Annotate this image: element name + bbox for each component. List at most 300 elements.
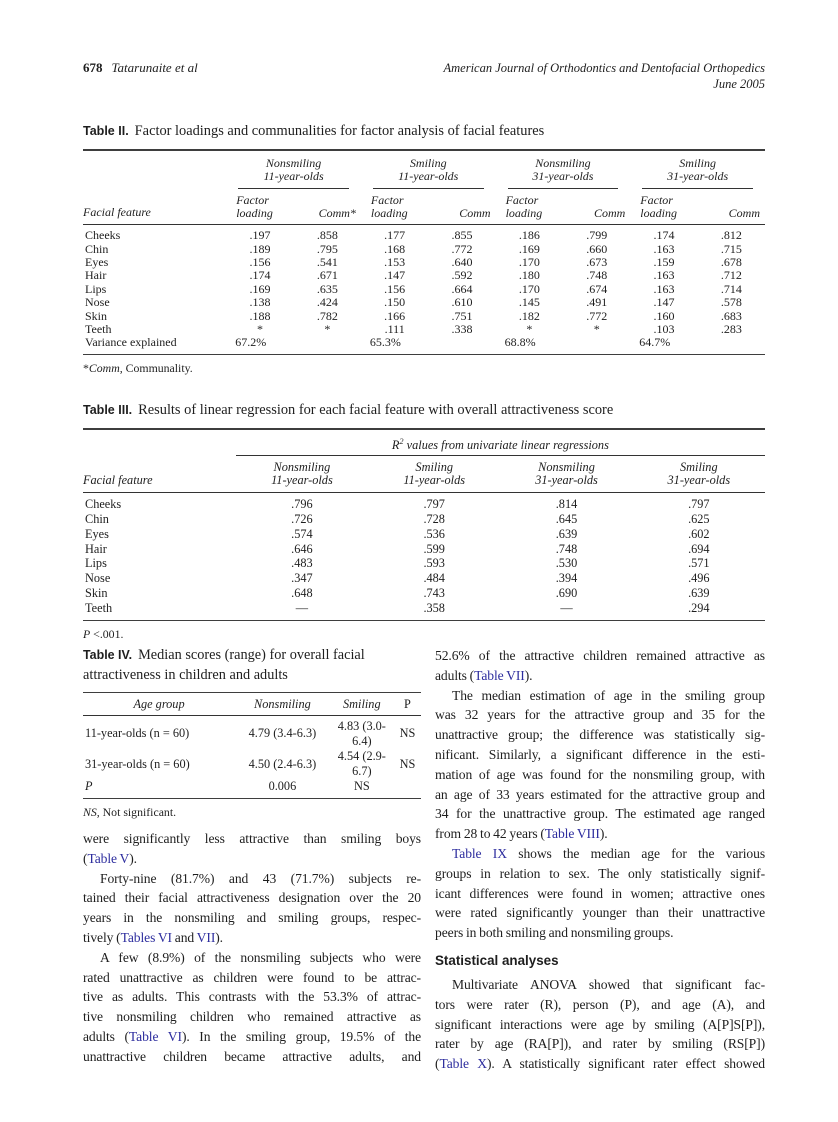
table-row bbox=[83, 493, 765, 512]
table-cell: .671 bbox=[316, 268, 338, 283]
left-column bbox=[83, 646, 421, 1074]
text-line bbox=[83, 869, 421, 889]
paragraph bbox=[83, 948, 421, 1067]
text-line bbox=[435, 705, 765, 725]
column-header: Nonsmiling 11-year-olds bbox=[236, 456, 368, 493]
paragraph bbox=[83, 829, 421, 869]
table-cell: .483 bbox=[291, 556, 313, 571]
table3-section bbox=[83, 401, 765, 642]
table-cell: .660 bbox=[586, 241, 608, 256]
table-cell: .694 bbox=[688, 541, 710, 556]
table-row bbox=[83, 556, 765, 571]
column-group-header bbox=[236, 429, 765, 456]
table-cell: .645 bbox=[555, 512, 578, 527]
table-cell: .814 bbox=[555, 497, 578, 512]
table3 bbox=[83, 428, 765, 621]
column-header: Factor loading bbox=[496, 189, 564, 225]
table-cell: 4.79 (3.4-6.3) bbox=[248, 726, 317, 741]
text-segment: Table III. bbox=[83, 403, 133, 417]
text-line bbox=[435, 1015, 765, 1035]
table-ref-link[interactable]: Table VI bbox=[128, 1028, 182, 1044]
text-segment: ). A statistically significant rater effect showed bbox=[486, 1056, 765, 1072]
table-cell: .690 bbox=[555, 586, 578, 601]
table-cell: .163 bbox=[653, 281, 675, 296]
table-cell: Eyes bbox=[85, 255, 109, 269]
text-line bbox=[83, 987, 421, 1007]
text-segment: ). bbox=[129, 850, 137, 866]
table-cell: .156 bbox=[249, 255, 271, 269]
table-cell: .728 bbox=[423, 512, 445, 527]
table4 bbox=[83, 692, 421, 799]
table-cell: .743 bbox=[423, 586, 445, 601]
text-line bbox=[83, 908, 421, 928]
text-segment: ( bbox=[83, 850, 88, 866]
table-cell: .683 bbox=[720, 308, 742, 323]
text-line bbox=[435, 646, 765, 666]
text-segment: Results of linear regression for each facial feature with overall attractiveness score bbox=[138, 402, 614, 418]
table-cell: .797 bbox=[423, 497, 445, 512]
table-cell: .639 bbox=[555, 526, 578, 541]
table-cell: NS bbox=[399, 756, 416, 771]
text-segment: mation of age was found for the nonsmiling group, with bbox=[435, 766, 765, 782]
text-line bbox=[435, 903, 765, 923]
table-cell: .156 bbox=[384, 281, 406, 296]
text-segment: and bbox=[171, 929, 197, 945]
text-segment: The median estimation of age in the smiling group bbox=[452, 687, 765, 703]
page-header bbox=[83, 60, 765, 92]
table-cell: Teeth bbox=[85, 600, 113, 615]
column-header: Facial feature bbox=[83, 150, 226, 225]
text-line bbox=[435, 923, 765, 943]
table-cell: .796 bbox=[291, 497, 313, 512]
table-cell: .153 bbox=[384, 255, 406, 269]
journal-issue-date: June 2005 bbox=[713, 77, 765, 91]
text-segment: years in the nonsmiling and smiling groups, respec- bbox=[83, 910, 421, 926]
table-row bbox=[83, 601, 765, 620]
table-cell: .610 bbox=[451, 295, 473, 310]
table-cell: .169 bbox=[249, 281, 271, 296]
table-cell: .159 bbox=[653, 255, 675, 269]
table-cell: .678 bbox=[720, 255, 742, 269]
table-row bbox=[83, 512, 765, 527]
table-cell: .163 bbox=[653, 268, 675, 283]
table-cell: .772 bbox=[451, 241, 473, 256]
table-cell: NS bbox=[353, 779, 370, 794]
table-cell: Nose bbox=[85, 571, 111, 586]
table-cell: .496 bbox=[688, 571, 710, 586]
text-segment: adults ( bbox=[435, 667, 475, 683]
table-cell: .160 bbox=[653, 308, 675, 323]
text-segment: <.001. bbox=[90, 626, 124, 641]
table-cell: Lips bbox=[85, 281, 107, 296]
table-cell: .283 bbox=[720, 322, 742, 337]
column-group-header: Nonsmiling 11-year-olds bbox=[226, 150, 361, 190]
text-segment: values from univariate linear regressions bbox=[403, 437, 609, 452]
table-cell: .536 bbox=[423, 526, 445, 541]
table-cell: .484 bbox=[423, 571, 445, 586]
table-cell: .186 bbox=[518, 228, 540, 243]
table-cell: .640 bbox=[451, 255, 473, 269]
paragraph bbox=[435, 844, 765, 943]
table-cell: 4.83 (3.0-6.4) bbox=[337, 718, 386, 748]
table-cell: .103 bbox=[653, 322, 675, 337]
table2 bbox=[83, 149, 765, 355]
text-segment: Forty-nine (81.7%) and 43 (71.7%) subjects re- bbox=[100, 870, 421, 886]
table-cell: .169 bbox=[518, 241, 540, 256]
text-line bbox=[83, 968, 421, 988]
table-cell: .145 bbox=[518, 295, 540, 310]
text-segment: Median scores (range) for overall facial bbox=[138, 647, 365, 663]
table-cell: .673 bbox=[586, 255, 608, 269]
table-cell: NS bbox=[399, 726, 416, 741]
table-row bbox=[83, 225, 765, 243]
table-cell: .858 bbox=[316, 228, 338, 243]
table-row bbox=[83, 715, 421, 749]
table-cell: Skin bbox=[85, 308, 108, 323]
text-line bbox=[435, 864, 765, 884]
authors: Tatarunaite et al bbox=[111, 60, 198, 75]
column-header: Smiling 11-year-olds bbox=[368, 456, 500, 493]
page-number: 678 bbox=[83, 60, 103, 75]
table-cell: .294 bbox=[688, 600, 710, 615]
journal-reference bbox=[444, 60, 766, 92]
table-cell: .635 bbox=[316, 281, 338, 296]
table-cell: .347 bbox=[291, 571, 313, 586]
text-segment: Table IV. bbox=[83, 648, 133, 662]
table-cell: 4.54 (2.9-6.7) bbox=[337, 749, 386, 779]
text-line bbox=[435, 844, 765, 864]
text-segment: were significantly less attractive than smiling boys bbox=[83, 831, 421, 846]
table3-span-header-row bbox=[83, 429, 765, 456]
table-cell: 67.2% bbox=[235, 335, 267, 350]
section-heading: Statistical analyses bbox=[435, 952, 559, 968]
table2-title bbox=[83, 122, 765, 142]
table-cell: .170 bbox=[518, 281, 540, 296]
table-cell: .394 bbox=[555, 571, 578, 586]
text-segment: adults ( bbox=[83, 1028, 129, 1044]
table-row bbox=[83, 310, 765, 323]
text-segment: tive nonsmiling children who remained attractive as bbox=[83, 1009, 421, 1025]
table-cell: .664 bbox=[451, 281, 473, 296]
table-cell: .197 bbox=[249, 228, 271, 243]
table-row bbox=[83, 323, 765, 336]
table2-footnote bbox=[83, 361, 765, 376]
paragraph bbox=[435, 646, 765, 686]
text-line bbox=[83, 122, 765, 142]
text-segment: an age of 33 years estimated for the attractive group and bbox=[435, 786, 765, 802]
table-cell: .795 bbox=[316, 241, 338, 256]
table-cell: .491 bbox=[586, 295, 608, 310]
table-cell: Lips bbox=[85, 556, 107, 571]
text-segment: A few (8.9%) of the nonsmiling subjects who were bbox=[100, 949, 421, 965]
table-cell: Variance explained bbox=[85, 335, 177, 350]
column-header: Nonsmiling bbox=[235, 692, 330, 715]
text-segment: peers in both smiling and nonsmiling groups. bbox=[435, 925, 674, 941]
text-segment: ). bbox=[524, 667, 533, 683]
text-line bbox=[83, 1027, 421, 1047]
table-cell: 68.8% bbox=[504, 335, 536, 350]
table-cell: .593 bbox=[423, 556, 445, 571]
table-cell: .797 bbox=[688, 497, 710, 512]
table-cell: .748 bbox=[555, 541, 578, 556]
table-cell: .772 bbox=[586, 308, 608, 323]
text-line bbox=[83, 888, 421, 908]
text-line bbox=[435, 995, 765, 1015]
table-ref-link[interactable]: Table VIII bbox=[544, 826, 600, 842]
table-cell: Chin bbox=[85, 241, 109, 256]
table-cell: Hair bbox=[85, 541, 107, 556]
table-row bbox=[83, 256, 765, 269]
table-cell: * bbox=[324, 322, 331, 337]
text-segment: tained their facial attractiveness designation over the 20 bbox=[83, 890, 421, 906]
text-line bbox=[435, 804, 765, 824]
table-cell: 4.50 (2.4-6.3) bbox=[248, 756, 317, 771]
text-segment: rated unattractive as children were found to be attrac- bbox=[83, 969, 421, 985]
journal-title: American Journal of Orthodontics and Dentofacial Orthopedics bbox=[443, 61, 765, 75]
column-header: Comm bbox=[428, 189, 495, 225]
text-line bbox=[83, 1007, 421, 1027]
table4-title bbox=[83, 646, 421, 686]
text-line bbox=[435, 666, 765, 686]
table-cell: .174 bbox=[653, 228, 675, 243]
text-segment: Comm, bbox=[88, 360, 123, 375]
text-segment: were rated significantly younger than their unattractive bbox=[435, 905, 765, 921]
text-line bbox=[83, 666, 421, 686]
table-cell: Skin bbox=[85, 586, 108, 601]
table-cell: * bbox=[593, 322, 600, 337]
text-line bbox=[435, 884, 765, 904]
text-segment: P bbox=[83, 626, 91, 641]
table-cell: .358 bbox=[423, 600, 445, 615]
table-ref-link[interactable]: Table X bbox=[439, 1056, 487, 1072]
table-row bbox=[83, 243, 765, 256]
paragraph bbox=[435, 975, 765, 1074]
text-segment: Table II. bbox=[83, 124, 129, 138]
table-cell: .150 bbox=[384, 295, 406, 310]
table-cell: .168 bbox=[384, 241, 406, 256]
table-row bbox=[83, 283, 765, 296]
paragraph bbox=[435, 686, 765, 844]
column-header: Nonsmiling 31-year-olds bbox=[500, 456, 632, 493]
table-cell: 11-year-olds (n = 60) bbox=[85, 726, 190, 741]
text-line bbox=[435, 824, 765, 844]
table-row bbox=[83, 527, 765, 542]
table-cell: 64.7% bbox=[639, 335, 671, 350]
table-cell: .602 bbox=[688, 526, 710, 541]
text-line bbox=[83, 646, 421, 666]
table2-group-header-row bbox=[83, 150, 765, 190]
two-column-text-area bbox=[83, 646, 765, 1074]
column-header: Smiling 31-year-olds bbox=[633, 456, 765, 493]
text-line bbox=[435, 686, 765, 706]
table-cell: .646 bbox=[291, 541, 313, 556]
table3-footnote bbox=[83, 627, 765, 642]
text-segment: attractiveness in children and adults bbox=[83, 666, 288, 683]
table-cell: .189 bbox=[249, 241, 271, 256]
table-cell: .592 bbox=[451, 268, 473, 283]
table-cell: — bbox=[560, 600, 573, 615]
text-segment: ( bbox=[435, 1056, 440, 1072]
table4-footnote bbox=[83, 805, 421, 820]
table-cell bbox=[698, 336, 765, 354]
table-ref-link[interactable]: Table V bbox=[87, 850, 130, 866]
text-segment: 2 bbox=[399, 436, 404, 446]
table-cell: .748 bbox=[586, 268, 608, 283]
table-cell: .338 bbox=[451, 322, 473, 337]
text-segment: shows the median age for the various bbox=[506, 845, 766, 861]
column-group-header: Smiling 31-year-olds bbox=[630, 150, 765, 190]
table-cell: .541 bbox=[316, 255, 338, 269]
text-segment: NS, bbox=[83, 804, 100, 819]
table-cell bbox=[563, 336, 630, 354]
text-segment: ). bbox=[215, 929, 223, 945]
column-header: Factor loading bbox=[630, 189, 698, 225]
column-header: P bbox=[394, 692, 421, 715]
text-line bbox=[83, 928, 421, 948]
text-segment: was 32 years for the attractive group and 35 for the bbox=[435, 707, 765, 723]
table-cell: .625 bbox=[688, 512, 710, 527]
column-header: Comm bbox=[563, 189, 630, 225]
column-group-header: Nonsmiling 31-year-olds bbox=[496, 150, 631, 190]
table-cell: * bbox=[256, 322, 263, 337]
table-cell: .147 bbox=[384, 268, 406, 283]
table-cell: .855 bbox=[451, 228, 473, 243]
text-segment: icant differences were found in women; attractive ones bbox=[435, 885, 765, 901]
table-cell: .174 bbox=[249, 268, 271, 283]
text-segment: significant interactions were age by smiling (A[P]S[P]), bbox=[435, 1016, 765, 1032]
table-cell: .751 bbox=[451, 308, 473, 323]
table-cell: .812 bbox=[720, 228, 742, 243]
table2-section bbox=[83, 122, 765, 376]
table-cell: .578 bbox=[720, 295, 742, 310]
table-cell: .177 bbox=[384, 228, 406, 243]
text-segment: nificant. Similarly, a significant difference in the esti- bbox=[435, 746, 765, 762]
text-line bbox=[435, 725, 765, 745]
table-cell: .188 bbox=[249, 308, 271, 323]
table-cell bbox=[428, 336, 495, 354]
column-header: Comm bbox=[698, 189, 765, 225]
table-cell: Hair bbox=[85, 268, 107, 283]
table-cell: Chin bbox=[85, 512, 109, 527]
table-cell: .782 bbox=[316, 308, 338, 323]
text-line bbox=[435, 765, 765, 785]
text-segment: from 28 to 42 years ( bbox=[435, 826, 545, 842]
text-segment: R bbox=[391, 437, 400, 452]
table-cell: .726 bbox=[291, 512, 313, 527]
table-ref-link[interactable]: Table IX bbox=[452, 845, 507, 861]
table-row bbox=[83, 749, 421, 779]
table-cell: .799 bbox=[586, 228, 608, 243]
table-cell: 65.3% bbox=[369, 335, 401, 350]
table-cell: Teeth bbox=[85, 322, 112, 337]
table-row bbox=[83, 586, 765, 601]
table-cell: .648 bbox=[291, 586, 313, 601]
text-segment: tively ( bbox=[83, 929, 121, 945]
paragraph bbox=[83, 869, 421, 948]
text-segment: Communality. bbox=[122, 360, 193, 375]
table-cell: Nose bbox=[85, 295, 110, 310]
table-cell: .163 bbox=[653, 241, 675, 256]
column-header: Factor loading bbox=[226, 189, 294, 225]
text-segment: unattractive group; the difference was statistically sig- bbox=[435, 727, 765, 743]
text-line bbox=[435, 975, 765, 995]
table-cell: .599 bbox=[423, 541, 445, 556]
text-segment: * bbox=[83, 360, 89, 375]
table-cell: Cheeks bbox=[85, 497, 122, 512]
text-segment: ). bbox=[599, 826, 608, 842]
column-header: Smiling bbox=[330, 692, 394, 715]
table-cell: P bbox=[85, 779, 93, 794]
table-cell: .182 bbox=[518, 308, 540, 323]
column-header: Factor loading bbox=[361, 189, 429, 225]
text-segment: Multivariate ANOVA showed that significant fac- bbox=[452, 976, 765, 992]
table3-title bbox=[83, 401, 765, 421]
table-cell: .714 bbox=[720, 281, 742, 296]
table-ref-link[interactable]: VII bbox=[196, 929, 216, 945]
text-line bbox=[83, 1047, 421, 1067]
text-segment: unattractive children became attractive adults, and bbox=[83, 1048, 421, 1064]
text-segment: tive as adults. This contrasts with the 53.3% of attrac- bbox=[83, 989, 421, 1005]
table-cell: Cheeks bbox=[85, 228, 121, 243]
text-line bbox=[435, 1054, 765, 1074]
text-line bbox=[83, 849, 421, 869]
text-segment: 52.6% of the attractive children remained attractive as bbox=[435, 648, 765, 663]
page-header-left bbox=[83, 60, 198, 76]
table-row bbox=[83, 779, 421, 798]
right-column bbox=[435, 646, 765, 1074]
table-cell bbox=[394, 779, 421, 798]
table-cell: .715 bbox=[720, 241, 742, 256]
column-header: Age group bbox=[83, 692, 235, 715]
text-segment: ). In the smiling group, 19.5% of the bbox=[181, 1028, 422, 1044]
text-line bbox=[83, 829, 421, 849]
table-row bbox=[83, 336, 765, 354]
table-row bbox=[83, 296, 765, 309]
text-line bbox=[435, 1034, 765, 1054]
table-ref-link[interactable]: Table VII bbox=[474, 667, 525, 683]
table4-section bbox=[83, 646, 421, 820]
table-cell: .574 bbox=[291, 526, 313, 541]
text-segment: tors were rater (R), person (P), and age (A), and bbox=[435, 996, 765, 1012]
table4-header-row bbox=[83, 692, 421, 715]
table-cell: .166 bbox=[384, 308, 406, 323]
table-cell: .674 bbox=[586, 281, 608, 296]
table-cell: .180 bbox=[518, 268, 540, 283]
table-cell: .147 bbox=[653, 295, 675, 310]
table-cell: 31-year-olds (n = 60) bbox=[85, 756, 190, 771]
table-cell: .571 bbox=[688, 556, 710, 571]
table-cell: .530 bbox=[555, 556, 578, 571]
text-line bbox=[83, 948, 421, 968]
column-header: Comm* bbox=[294, 189, 361, 225]
table-row bbox=[83, 542, 765, 557]
table-cell: .111 bbox=[384, 322, 405, 337]
table-cell: .424 bbox=[316, 295, 338, 310]
text-segment: Factor loadings and communalities for factor analysis of facial features bbox=[134, 123, 545, 139]
table-ref-link[interactable]: Tables VI bbox=[120, 929, 172, 945]
column-header: Facial feature bbox=[83, 429, 236, 493]
table-row bbox=[83, 571, 765, 586]
table-cell: * bbox=[526, 322, 533, 337]
text-segment: rater by age (RA[P]), and rater by smiling (RS[P]) bbox=[435, 1036, 765, 1052]
table-cell: — bbox=[295, 600, 309, 615]
text-line bbox=[435, 785, 765, 805]
table-row bbox=[83, 269, 765, 282]
text-segment: Not significant. bbox=[99, 804, 177, 819]
table-cell: Eyes bbox=[85, 526, 109, 541]
table-cell: .639 bbox=[688, 586, 710, 601]
text-line bbox=[435, 745, 765, 765]
